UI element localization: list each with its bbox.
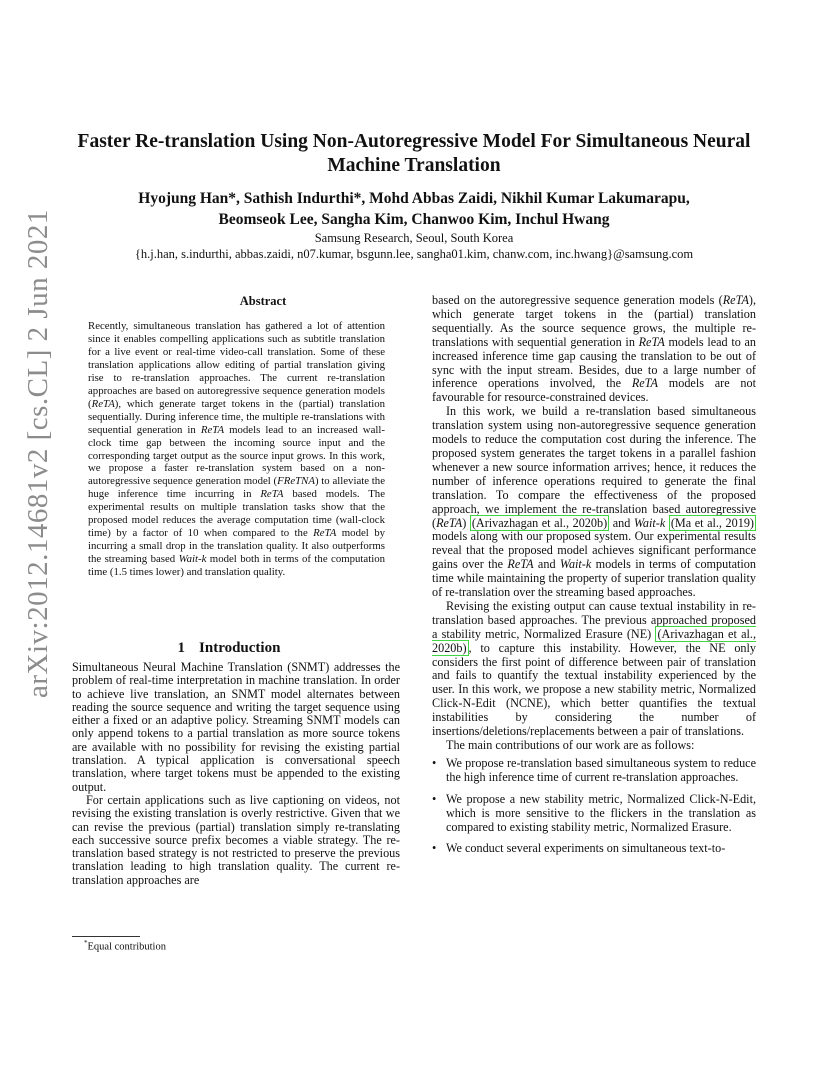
title-line-2: Machine Translation bbox=[327, 155, 501, 176]
abstract-heading: Abstract bbox=[239, 294, 287, 308]
footnote-mark: * bbox=[84, 939, 88, 947]
citation-link[interactable]: (Arivazhagan et al., 2020b) bbox=[432, 626, 756, 655]
paragraph-contributions-intro: The main contributions of our work are as follows: bbox=[446, 738, 695, 752]
intro-paragraph-2: For certain applications such as live captioning on videos, not revising the existing translation is overly restrictive. Given that we can revise the previous (partial) translation simply re-translating each successive source prefix becomes a viable strategy. The re-translation based strategy is not restricted to preserve the previous translation leading to high translation quality. The current re-translation approaches are bbox=[72, 792, 400, 887]
authors-line-1: Hyojung Han*, Sathish Indurthi*, Mohd Abbas Zaidi, Nikhil Kumar Lakumarapu, bbox=[138, 190, 690, 207]
footnote-rule bbox=[72, 936, 140, 937]
paper-title bbox=[70, 130, 758, 178]
citation-link[interactable]: (Ma et al., 2019) bbox=[670, 515, 754, 530]
section-title: Introduction bbox=[199, 640, 281, 656]
right-column-body bbox=[432, 294, 756, 864]
list-item: • We conduct several experiments on simultaneous text-to- bbox=[432, 841, 726, 856]
list-item: • We propose re-translation based simultaneous system to reduce the high inference time of current re-translation approaches. bbox=[432, 755, 756, 784]
title-line-1: Faster Re-translation Using Non-Autoregressive Model For Simultaneous Neural bbox=[77, 131, 751, 152]
author-emails: {h.j.han, s.indurthi, abbas.zaidi, n07.kumar, bsgunn.lee, sangha01.kim, chanw.com, inc.hwang}@samsung.com bbox=[134, 247, 694, 261]
bullet-icon: • bbox=[432, 755, 437, 770]
paragraph-proposed-system: In this work, we build a re-translation based simultaneous translation system using non-autoregressive sequence generation models to reduce the computation cost during the inference. The proposed system generates the target tokens in a parallel fashion whenever a new source information arrives; hence, it reduces the number of inference operations required to generate the final translation. To compare the effectiveness of the proposed approach, we implement the re-translation based autoregressive (ReTA) (Arivazhagan et al., 2020b) and Wait-k (Ma et al., 2019) models along with our proposed system. Our experimental results reveal that the proposed model achieves significant performance gains over the ReTA and Wait-k models in terms of computation time while maintaining the property of superior translation quality of re-translation over the streaming based approaches. bbox=[432, 404, 756, 600]
paragraph-stability: Revising the existing output can cause textual instability in re-translation based approaches. The previous approached proposed a stability metric, Normalized Erasure (NE) (Arivazhagan et al., 2020b) , to capture this instability. However, the NE only considers the first point of difference between pair of translation and fails to quantify the textual instability experienced by the user. In this work, we propose a new stability metric, Normalized Click-N-Edit (NCNE), which better quantifies the textual instabilities by considering the number of insertions/deletions/replacements between a pair of translations. bbox=[432, 598, 756, 739]
footnote bbox=[84, 939, 166, 953]
bullet-icon: • bbox=[432, 841, 437, 856]
section-number: 1 bbox=[177, 640, 186, 656]
affiliation: Samsung Research, Seoul, South Korea bbox=[314, 231, 514, 245]
left-column-body bbox=[72, 661, 400, 887]
authors-line-2: Beomseok Lee, Sangha Kim, Chanwoo Kim, Inchul Hwang bbox=[218, 211, 610, 228]
list-item: • We propose a new stability metric, Normalized Click-N-Edit, which is more sensitive to the flickers in the translation as compared to existing stability metric, Normalized Erasure. bbox=[432, 791, 756, 834]
section-heading-introduction bbox=[72, 640, 400, 657]
citation-link[interactable]: (Arivazhagan et al., 2020b) bbox=[471, 515, 608, 530]
arxiv-identifier: arXiv:2012.14681v2 [cs.CL] 2 Jun 2021 bbox=[22, 209, 54, 698]
author-list bbox=[70, 188, 758, 230]
bullet-icon: • bbox=[432, 791, 437, 806]
abstract-body: Recently, simultaneous translation has gathered a lot of attention since it enables compelling applications such as subtitle translation for a live event or real-time video-call translation. Some of these translation applications allow editing of partial translation giving rise to re-translation approaches. The current re-translation approaches are based on autoregressive sequence generation models (ReTA), which generate target tokens in the (partial) translation sequentially. During inference time, the multiple re-translations with sequential generation in ReTA models lead to an increased wall-clock time gap between the incoming source input and the corresponding target output as the source input grows. In this work, we propose a faster re-translation system based on a non-autoregressive sequence generation model (FReTNA) to alleviate the huge inference time incurring in ReTA based models. The experimental results on multiple translation tasks show that the proposed model reduces the average computation time (wall-clock time) by a factor of 10 when compared to the ReTA model by incurring a small drop in the translation quality. It also outperforms the streaming based Wait-k model both in terms of the computation time (1.5 times lower) and translation quality. bbox=[88, 320, 386, 579]
contributions-list bbox=[432, 757, 756, 856]
paragraph-reta-limits: based on the autoregressive sequence generation models (ReTA), which generate target tokens in the (partial) translation sequentially. As the source sequence grows, the multiple re-translations with sequential generation in ReTA models lead to an increased inference time gap causing the translation to be out of sync with the input stream. Besides, due to a large number of inference operations involved, the ReTA models are not favourable for resource-constrained devices. bbox=[432, 293, 756, 405]
intro-paragraph-1: Simultaneous Neural Machine Translation (SNMT) addresses the problem of real-time interpretation in machine translation. In order to achieve live translation, an SNMT model alternates between reading the source sequence and writing the target sequence using either a fixed or an adaptive policy. Streaming SNMT models can only append tokens to a partial translation as more source tokens are available with no possibility for revising the existing partial translation. A typical application is conversational speech translation, where target tokens must be appended to the existing output. bbox=[72, 660, 400, 794]
footnote-text: Equal contribution bbox=[87, 941, 166, 953]
